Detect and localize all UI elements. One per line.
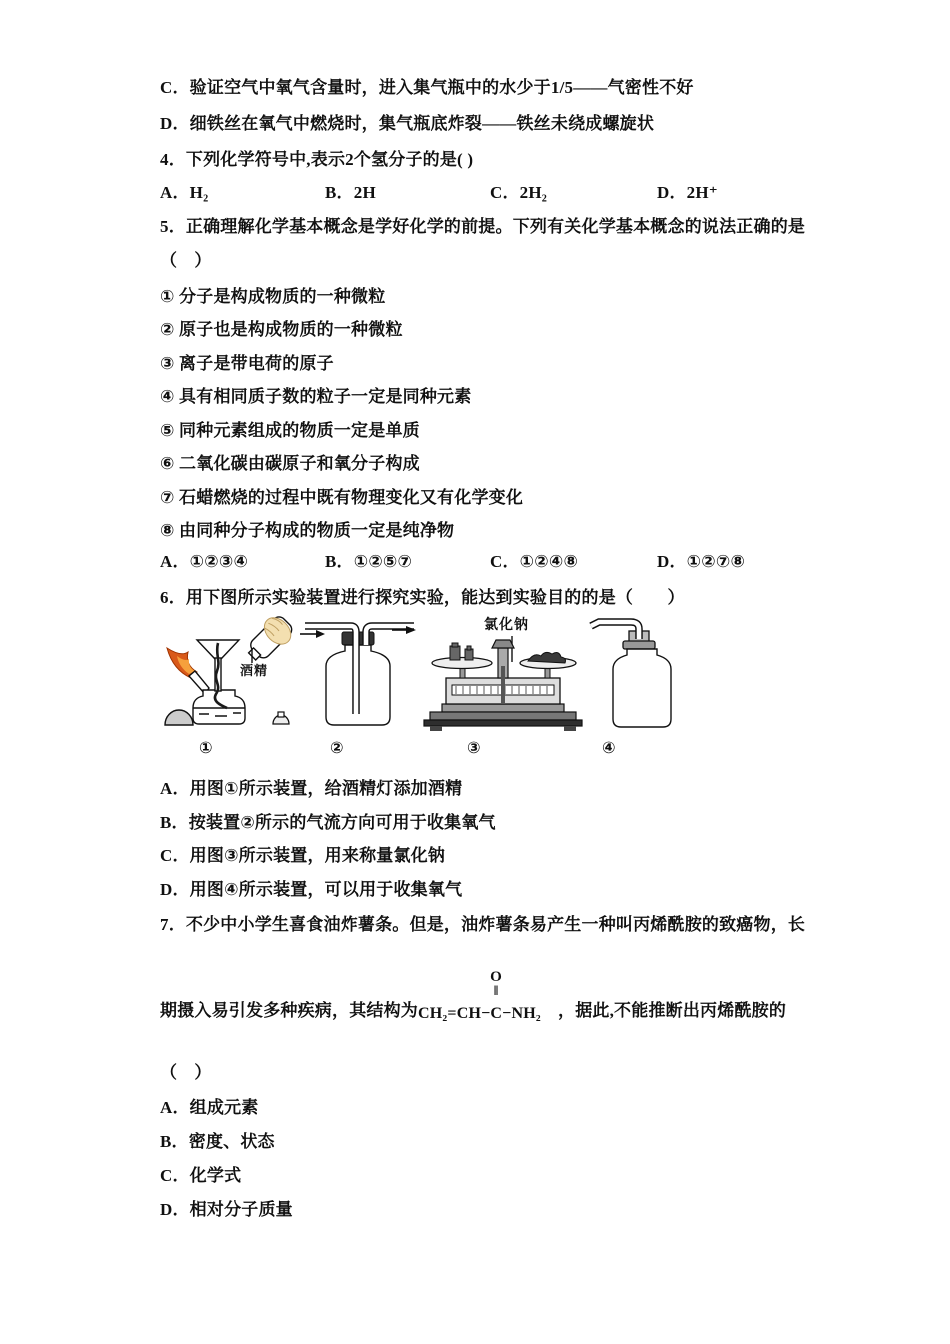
formula-oxygen-atom: O: [490, 969, 502, 985]
question-5-option-a: A．①②③④: [160, 552, 249, 571]
question-3-option-c: C．验证空气中氧气含量时，进入集气瓶中的水少于1/5——气密性不好: [160, 78, 694, 97]
question-6-option-a: A．用图①所示装置，给酒精灯添加酒精: [160, 779, 463, 798]
question-5-statement-3: ③ 离子是带电荷的原子: [160, 354, 334, 373]
question-6-option-d: D．用图④所示装置，可以用于收集氧气: [160, 880, 463, 899]
bottle-body: [613, 649, 671, 727]
fig1-number-label: ①: [199, 740, 213, 757]
question-4-option-c: C．2H₂: [490, 183, 548, 202]
question-5-answer-blank: （ ）: [160, 251, 212, 270]
question-4-option-a: A．H₂: [160, 183, 209, 202]
balance-base: [424, 704, 582, 731]
question-5-option-c: C．①②④⑧: [490, 552, 579, 571]
question-5-statement-2: ② 原子也是构成物质的一种微粒: [160, 320, 403, 339]
pouring-bottle: [242, 612, 298, 667]
question-7-option-c: C．化学式: [160, 1166, 242, 1185]
fig4-gas-collection-bottle-diagram: [583, 615, 701, 735]
question-5-statement-4: ④ 具有相同质子数的粒子一定是同种元素: [160, 387, 472, 406]
sodium-chloride-sample: [528, 652, 566, 663]
question-5-statement-1: ① 分子是构成物质的一种微粒: [160, 287, 386, 306]
fig3-sodium-chloride-label: 氯化钠: [484, 618, 529, 633]
gas-flow-in-arrow: [300, 630, 325, 638]
question-5-statement-5: ⑤ 同种元素组成的物质一定是单质: [160, 421, 420, 440]
formula-double-bond: ‖: [493, 984, 499, 999]
fig3-number-label: ③: [467, 740, 481, 757]
fig2-number-label: ②: [330, 740, 344, 757]
formula-carbon-chain: CH₂=CH−C−NH₂: [418, 1005, 541, 1022]
question-5-option-b: B．①②⑤⑦: [325, 552, 413, 571]
question-6-option-c: C．用图③所示装置，用来称量氯化钠: [160, 846, 446, 865]
question-3-option-d: D．细铁丝在氧气中燃烧时，集气瓶底炸裂——铁丝未绕成螺旋状: [160, 114, 655, 133]
question-5-statement-7: ⑦ 石蜡燃烧的过程中既有物理变化又有化学变化: [160, 488, 524, 507]
question-7-stem-line2-suffix: ，据此,不能推断出丙烯酰胺的: [558, 1001, 787, 1020]
question-7-option-d: D．相对分子质量: [160, 1200, 293, 1219]
question-7-option-a: A．组成元素: [160, 1098, 259, 1117]
question-6-stem: 6．用下图所示实验装置进行探究实验，能达到实验目的的是（ ）: [160, 588, 685, 607]
fig1-alcohol-lamp-refill-diagram: [155, 612, 303, 738]
question-6-option-b: B．按装置②所示的气流方向可用于收集氧气: [160, 813, 496, 832]
acrylamide-structural-formula: [418, 971, 568, 1031]
question-7-stem-line1: 7．不少中小学生喜食油炸薯条。但是，油炸薯条易产生一种叫丙烯酰胺的致癌物，长: [160, 915, 806, 934]
question-5-statement-8: ⑧ 由同种分子构成的物质一定是纯净物: [160, 521, 455, 540]
question-5-stem: 5．正确理解化学基本概念是学好化学的前提。下列有关化学基本概念的说法正确的是: [160, 217, 806, 236]
question-4-option-b: B．2H: [325, 183, 376, 202]
fig1-alcohol-label: 酒精: [240, 663, 269, 678]
lamp-cap-right: [273, 712, 289, 724]
question-7-stem-line2-prefix: 期摄入易引发多种疾病，其结构为: [160, 1001, 418, 1020]
fig2-gas-washing-bottle-diagram: [298, 615, 420, 735]
question-5-statement-6: ⑥ 二氧化碳由碳原子和氧分子构成: [160, 454, 420, 473]
right-pan: [520, 652, 576, 678]
left-pan: [432, 643, 492, 678]
question-4-stem: 4．下列化学符号中,表示2个氢分子的是( ): [160, 150, 474, 169]
question-5-option-d: D．①②⑦⑧: [657, 552, 746, 571]
question-7-option-b: B．密度、状态: [160, 1132, 275, 1151]
fig4-number-label: ④: [602, 740, 616, 757]
lamp-cap-left: [165, 710, 193, 725]
question-7-answer-blank: （ ）: [160, 1063, 212, 1082]
question-4-option-d: D．2H⁺: [657, 183, 718, 202]
